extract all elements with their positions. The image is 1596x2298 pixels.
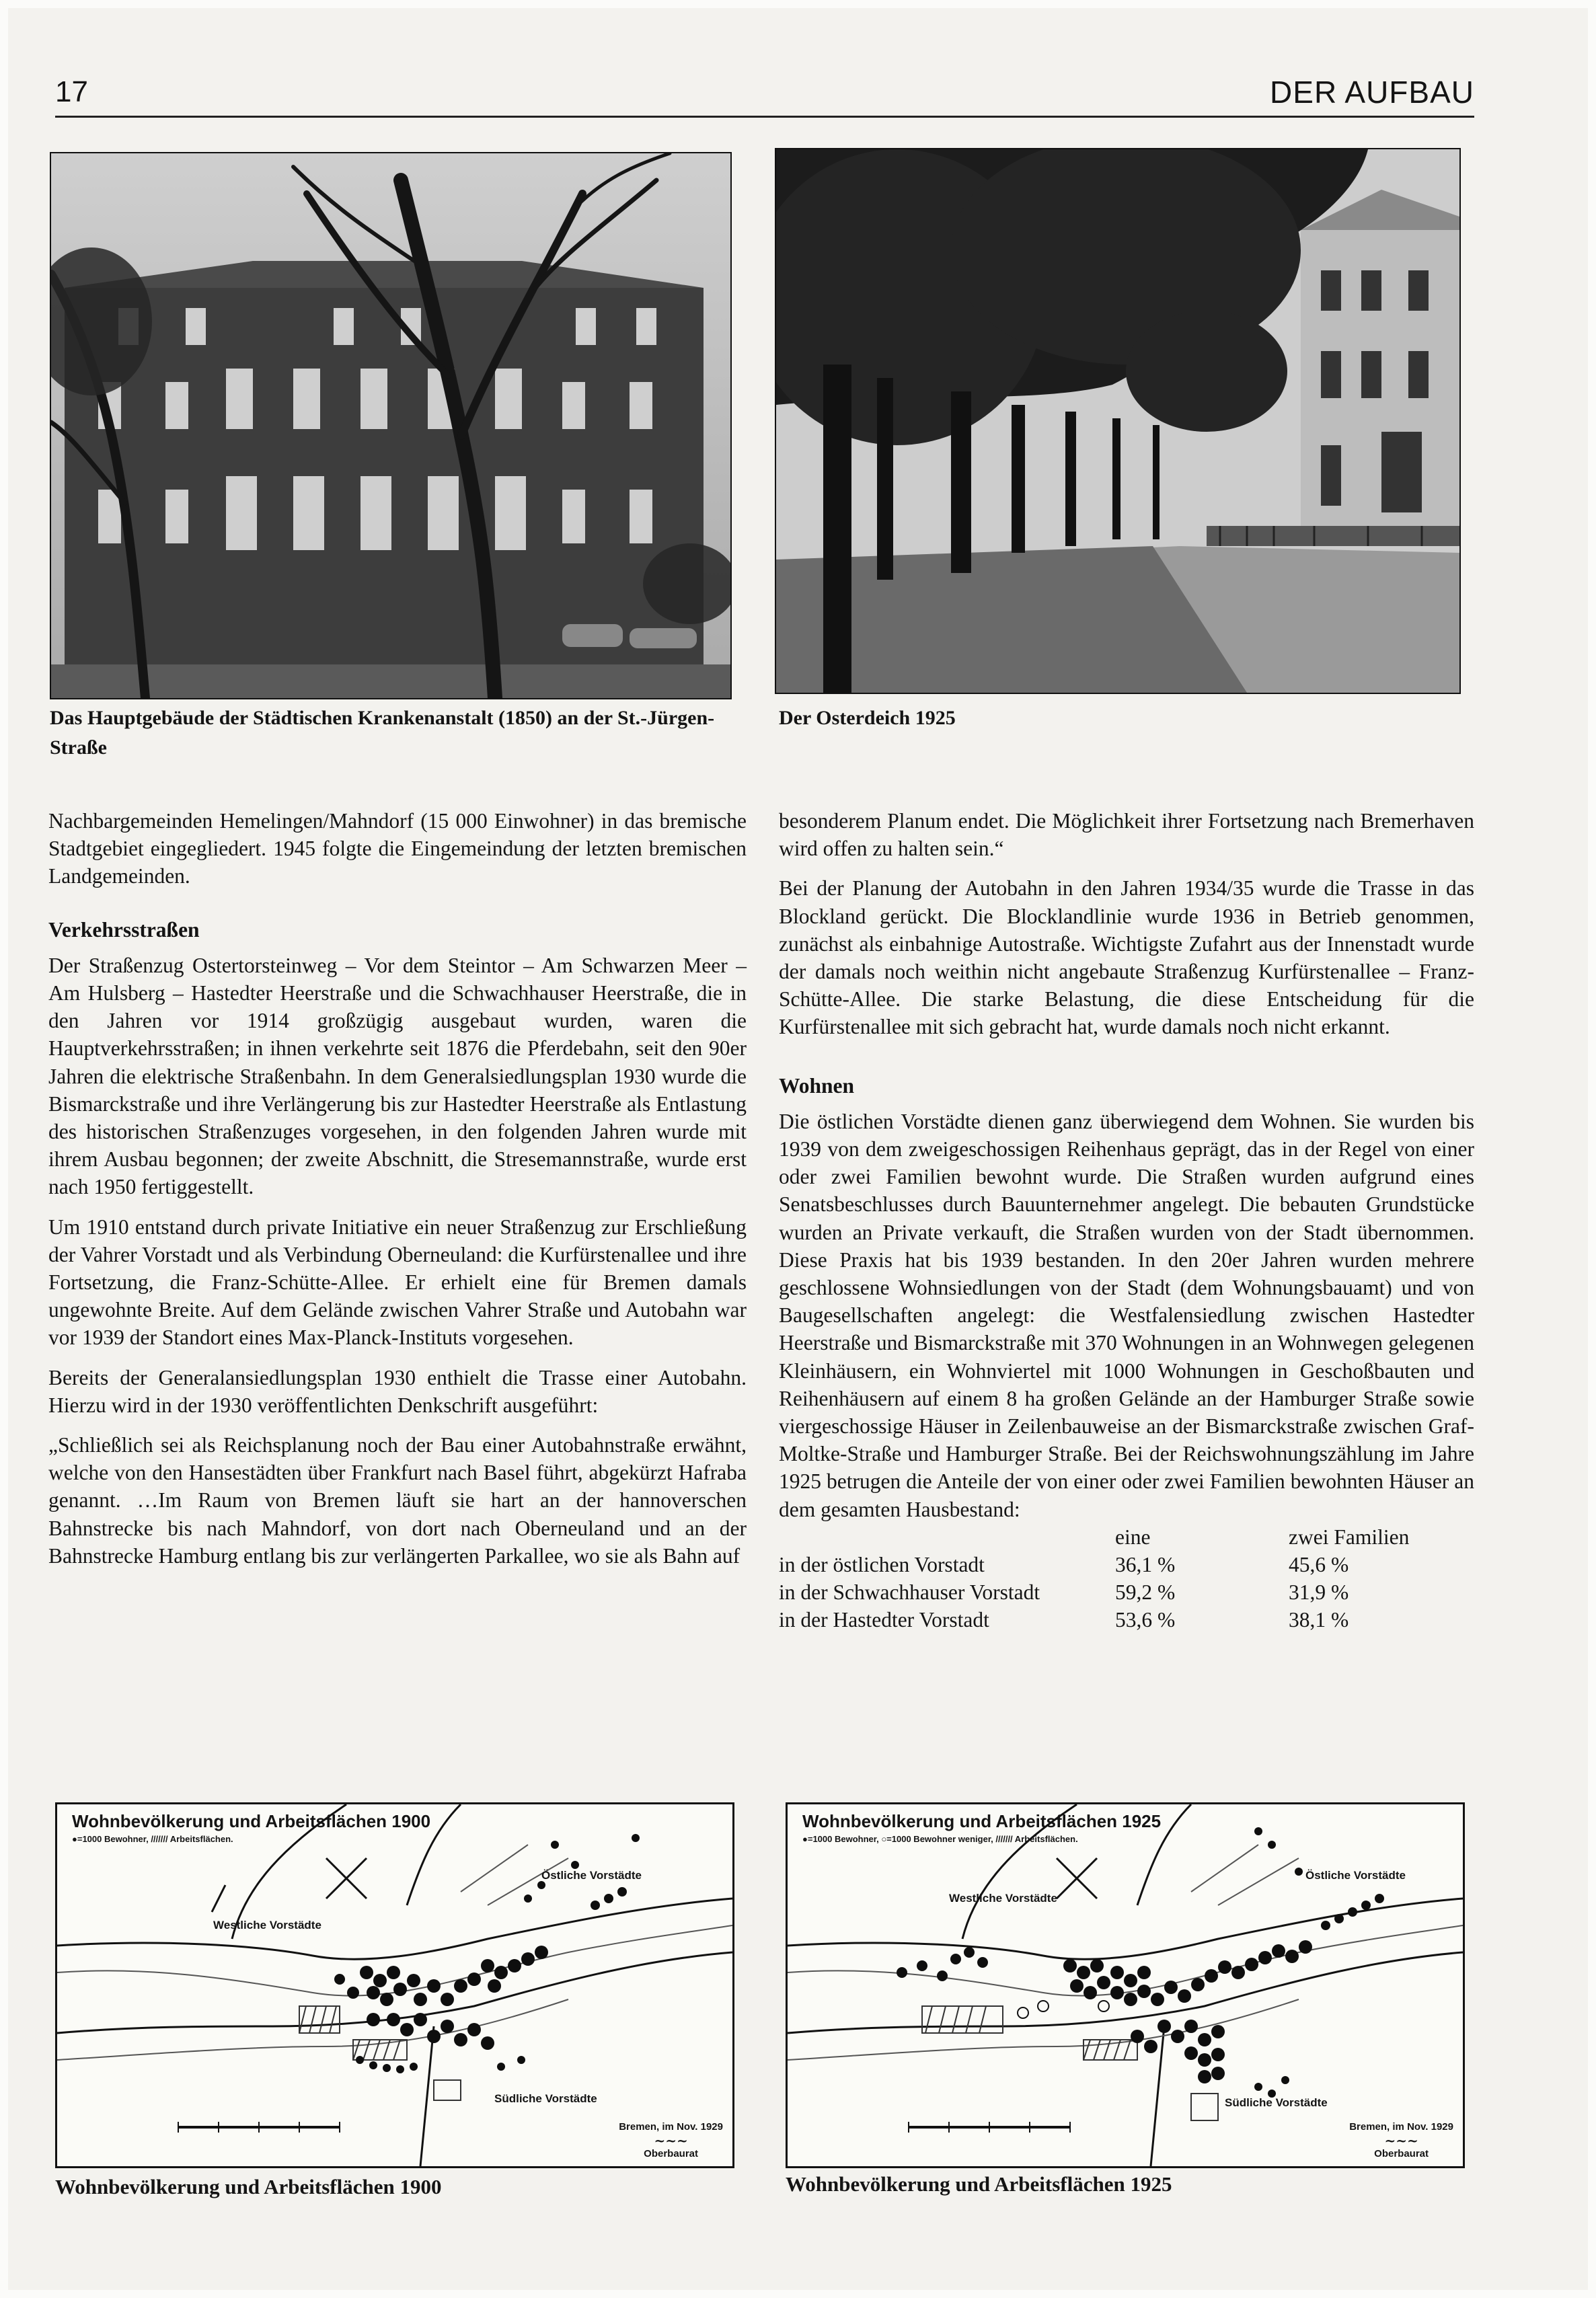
paragraph: Bereits der Generalansiedlungsplan 1930 enthielt die Trasse einer Autobahn. Hierzu wird in der 1930 veröffentlichten Denkschrift ausgeführt: bbox=[48, 1365, 747, 1417]
map-1900 bbox=[55, 1802, 734, 2168]
map-title: Wohnbevölkerung und Arbeitsflächen 1900 bbox=[72, 1811, 431, 1831]
photo-caption-hospital: Das Hauptgebäude der Städtischen Krankenanstalt (1850) an der St.-Jürgen-Straße bbox=[50, 707, 715, 759]
left-text-column bbox=[48, 807, 747, 1582]
map-sign-place: Bremen, im Nov. 1929 bbox=[1349, 2121, 1453, 2133]
paragraph: Bei der Planung der Autobahn in den Jahren 1934/35 wurde die Trasse in das Blockland gerückt. Die Blocklandlinie wurde 1936 in Betrieb genommen, zunächst als einbahnige Autostraße. Wichtigste Zufahrt aus der Innenstadt wurde der damals noch weithin nicht angebaute Straßenzug Kurfürstenallee – Franz-Schütte-Allee. Die starke Belastung, die diese Entscheidung für die Kurfürstenallee mit sich gebracht hat, wurde damals noch nicht erkannt. bbox=[779, 876, 1474, 1039]
table-cell: 45,6 % bbox=[1289, 1553, 1349, 1577]
household-share-table bbox=[779, 1523, 1474, 1634]
table-cell: 36,1 % bbox=[1115, 1553, 1176, 1577]
map-caption-1925: Wohnbevölkerung und Arbeitsflächen 1925 bbox=[786, 2172, 1172, 2196]
paragraph: Nachbargemeinden Hemelingen/Mahndorf (15 000 Einwohner) in das bremische Stadtgebiet eingegliedert. 1945 folgte die Eingemeindung der letzten bremischen Landgemeinden. bbox=[48, 809, 747, 888]
section-heading-wohnen: Wohnen bbox=[779, 1073, 855, 1098]
table-header-row bbox=[779, 1523, 1474, 1551]
table-cell: 31,9 % bbox=[1289, 1580, 1349, 1605]
table-row bbox=[779, 1606, 1474, 1634]
paragraph: Der Straßenzug Ostertorsteinweg – Vor dem Steintor – Am Schwarzen Meer – Am Hulsberg – Hastedter Heerstraße und die Schwachhauser Heerstraße, die in den Jahren vor 1914 großzügig ausgebaut wurden, waren die Hauptverkehrsstraßen; in ihnen verkehrte seit 1876 die Pferdebahn, seit den 90er Jahren die elektrische Straßenbahn. In dem Generalsiedlungsplan 1930 wurde die Bismarckstraße und ihre Verlängerung bis zur Hastedter Heerstraße als Entlastung des historischen Straßenzuges vorgesehen, in den folgenden Jahren wurde mit ihrem Ausbau begonnen; der zweite Abschnitt, die Stresemannstraße, wurde erst nach 1950 fertiggestellt. bbox=[48, 953, 747, 1199]
photo-caption-osterdeich: Der Osterdeich 1925 bbox=[779, 707, 956, 729]
map-signature bbox=[619, 2120, 723, 2161]
map-legend: ●=1000 Bewohner, ○=1000 Bewohner weniger, /////// Arbeitsflächen. bbox=[802, 1834, 1078, 1844]
quote-paragraph: „Schließlich sei als Reichsplanung noch der Bau einer Autobahnstraße erwähnt, welche von den Hansestädten über Frankfurt nach Basel führt, abgekürzt Hafraba genannt. …Im Raum von Bremen läuft sie hart an der hannoverschen Bahnstrecke bis nach Mahndorf, von dort nach Oberneuland und an der Bahnstrecke Hamburg entlang bis zur verlängerten Parkallee, wo sie als Bahn auf bbox=[48, 1433, 747, 1568]
paragraph: Um 1910 entstand durch private Initiative ein neuer Straßenzug zur Erschließung der Vahrer Vorstadt und als Verbindung Oberneuland: die Kurfürstenallee und ihre Fortsetzung, die Franz-Schütte-Allee. Er erhielt eine für Bremen damals ungewohnte Breite. Auf dem Gelände zwischen Vahrer Straße und Autobahn war vor 1939 der Standort eines Max-Planck-Instituts vorgesehen. bbox=[48, 1215, 747, 1350]
section-heading-verkehrsstrassen: Verkehrsstraßen bbox=[48, 917, 200, 942]
journal-title: DER AUFBAU bbox=[1270, 75, 1474, 110]
map-label-west: Westliche Vorstädte bbox=[213, 1919, 321, 1931]
map-label-east: Östliche Vorstädte bbox=[1305, 1869, 1406, 1882]
page bbox=[8, 8, 1588, 2290]
table-header-cell bbox=[779, 1523, 1115, 1551]
paragraph: besonderem Planum endet. Die Möglichkeit ihrer Fortsetzung nach Bremerhaven wird offen zu halten sein.“ bbox=[779, 809, 1474, 861]
table-cell: 59,2 % bbox=[1115, 1580, 1176, 1605]
map-legend: ●=1000 Bewohner, /////// Arbeitsflächen. bbox=[72, 1834, 233, 1844]
table-cell: in der Hastedter Vorstadt bbox=[779, 1608, 989, 1632]
map-label-east: Östliche Vorstädte bbox=[541, 1869, 642, 1882]
map-1900-drawing bbox=[57, 1804, 732, 2166]
right-text-column bbox=[779, 807, 1474, 1634]
signature-icon: ~~~ bbox=[1384, 2133, 1418, 2149]
table-cell: 38,1 % bbox=[1289, 1608, 1349, 1632]
map-1925 bbox=[786, 1802, 1465, 2168]
hospital-building-illustration bbox=[51, 153, 730, 698]
table-cell: in der östlichen Vorstadt bbox=[779, 1553, 985, 1577]
map-sign-role: Oberbaurat bbox=[1374, 2148, 1429, 2159]
map-label-west: Westliche Vorstädte bbox=[949, 1892, 1057, 1905]
table-header-cell: eine bbox=[1115, 1525, 1151, 1549]
map-1925-drawing bbox=[788, 1804, 1463, 2166]
paragraph: Die östlichen Vorstädte dienen ganz überwiegend dem Wohnen. Sie wurden bis 1939 von dem zweigeschossigen Reihenhaus geprägt, das in der Regel von einer oder zwei Familien bewohnt wurde. Die Straßen wurden aufgrund eines Senatsbeschlusses durch Bauunternehmer angelegt. Die bebauten Grundstücke wurden an Private verkauft, die Straßen wurden von der Stadt übernommen. Diese Praxis hat bis 1939 bestanden. In den 20er Jahren wurden mehrere geschlossene Wohnsiedlungen von der Stadt (dem Wohnungsbauamt) und von Baugesellschaften angelegt: die Westfalensiedlung zwischen Hastedter Heerstraße und Bismarckstraße mit 370 Wohnungen in an Wohnwegen gelegenen Kleinhäusern, ein Wohnviertel mit 1000 Wohnungen in Geschoßbauten und Reihenhäusern auf einem 8 ha großen Gelände an der Hamburger Straße sowie viergeschossige Häuser in Zeilenbauweise an der Bismarckstraße zwischen Graf-Moltke-Straße und Hamburger Straße. Bei der Reichswohnungszählung im Jahre 1925 betrugen die Anteile der von einer oder zwei Familien bewohnten Häuser an dem gesamten Hausbestand: bbox=[779, 1109, 1474, 1521]
osterdeich-avenue-photo bbox=[775, 148, 1461, 694]
osterdeich-illustration bbox=[776, 149, 1459, 693]
map-label-south: Südliche Vorstädte bbox=[494, 2092, 597, 2105]
table-row bbox=[779, 1551, 1474, 1578]
map-title: Wohnbevölkerung und Arbeitsflächen 1925 bbox=[802, 1811, 1162, 1831]
map-sign-place: Bremen, im Nov. 1929 bbox=[619, 2121, 723, 2133]
table-cell: in der Schwachhauser Vorstadt bbox=[779, 1580, 1040, 1605]
page-number: 17 bbox=[55, 75, 88, 108]
table-header-cell: zwei Familien bbox=[1289, 1525, 1410, 1549]
map-sign-role: Oberbaurat bbox=[644, 2148, 699, 2159]
map-label-south: Südliche Vorstädte bbox=[1225, 2096, 1328, 2109]
table-cell: 53,6 % bbox=[1115, 1608, 1176, 1632]
hospital-building-photo bbox=[50, 152, 732, 699]
map-signature bbox=[1349, 2120, 1453, 2161]
page-header bbox=[55, 73, 1474, 118]
table-row bbox=[779, 1578, 1474, 1606]
signature-icon: ~~~ bbox=[654, 2133, 688, 2149]
map-caption-1900: Wohnbevölkerung und Arbeitsflächen 1900 bbox=[55, 2175, 442, 2198]
